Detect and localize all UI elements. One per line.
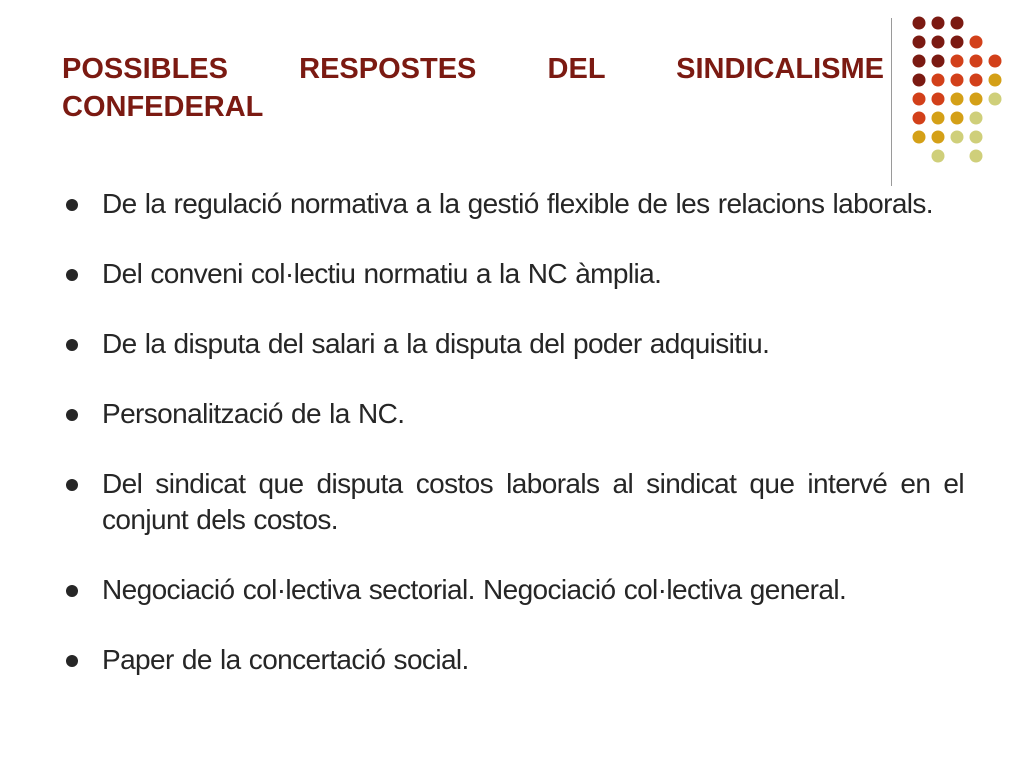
bullet-text: Paper de la concertació social. — [102, 644, 469, 675]
decorative-dot — [951, 55, 964, 68]
decorative-dot — [970, 131, 983, 144]
decorative-dot — [989, 93, 1002, 106]
decorative-dot — [913, 93, 926, 106]
bullet-item — [62, 326, 964, 362]
bullet-dot-icon — [66, 655, 78, 667]
decorative-dot — [913, 36, 926, 49]
slide-title-line-2: CONFEDERAL — [62, 91, 264, 123]
decorative-dot — [989, 74, 1002, 87]
decorative-dot — [989, 55, 1002, 68]
decorative-dot — [932, 112, 945, 125]
bullet-item — [62, 572, 964, 608]
bullet-dot-icon — [66, 339, 78, 351]
bullet-item — [62, 466, 964, 538]
decorative-dot — [970, 55, 983, 68]
decorative-dot — [913, 112, 926, 125]
decorative-dot — [932, 36, 945, 49]
decorative-dot — [932, 93, 945, 106]
bullet-dot-icon — [66, 585, 78, 597]
decorative-dot — [913, 131, 926, 144]
decorative-dot — [951, 131, 964, 144]
decorative-dot — [913, 55, 926, 68]
bullet-text: De la regulació normativa a la gestió flexible de les relacions laborals. — [102, 188, 933, 219]
decorative-dot — [951, 17, 964, 30]
decorative-dot — [932, 17, 945, 30]
decorative-dot — [970, 36, 983, 49]
decorative-dot — [951, 74, 964, 87]
title-divider — [891, 18, 892, 186]
decorative-dot — [932, 74, 945, 87]
slide-title-line-1: POSSIBLES RESPOSTES DEL SINDICALISME — [62, 53, 884, 85]
bullet-item — [62, 256, 964, 292]
bullet-text: Personalització de la NC. — [102, 398, 405, 429]
bullet-dot-icon — [66, 269, 78, 281]
decorative-dot — [932, 150, 945, 163]
bullet-text: Del sindicat que disputa costos laborals al sindicat que intervé en el conjunt dels costos. — [102, 468, 964, 535]
decorative-dot — [970, 74, 983, 87]
bullet-list — [62, 186, 964, 678]
slide-title — [62, 50, 884, 126]
decorative-dot — [913, 74, 926, 87]
bullet-item — [62, 186, 964, 222]
bullet-text: De la disputa del salari a la disputa del poder adquisitiu. — [102, 328, 770, 359]
decorative-dot — [970, 150, 983, 163]
decorative-dot — [913, 17, 926, 30]
decorative-dot — [932, 131, 945, 144]
bullet-text: Del conveni col·lectiu normatiu a la NC àmplia. — [102, 258, 662, 289]
bullet-dot-icon — [66, 409, 78, 421]
bullet-dot-icon — [66, 479, 78, 491]
bullet-item — [62, 396, 964, 432]
bullet-text: Negociació col·lectiva sectorial. Negociació col·lectiva general. — [102, 574, 847, 605]
decorative-dot — [951, 112, 964, 125]
decorative-dot — [970, 112, 983, 125]
decorative-dot — [951, 93, 964, 106]
bullet-item — [62, 642, 964, 678]
decorative-dot — [970, 93, 983, 106]
decorative-dot — [951, 36, 964, 49]
bullet-dot-icon — [66, 199, 78, 211]
decorative-dot — [932, 55, 945, 68]
